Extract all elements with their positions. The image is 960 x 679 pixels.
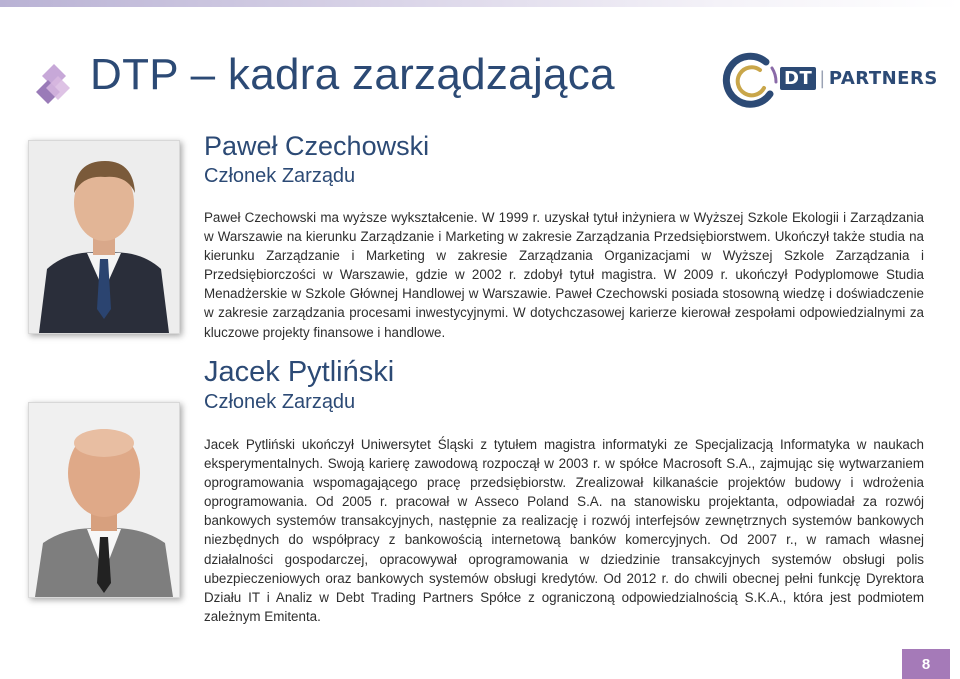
top-gradient-bar bbox=[0, 0, 960, 7]
logo-partners: PARTNERS bbox=[828, 68, 938, 89]
page-number-badge: 8 bbox=[902, 649, 950, 679]
person-bio-2: Jacek Pytliński ukończył Uniwersytet Śląski z tytułem magistra informatyki ze Specjalizacją Informatyka w naukach eksperymentalnych. Swoją karierę zawodową rozpoczął w 2003 r. w spółce Macrosoft S.A., zajmując się wytwarzaniem oprogramowania wspomagającego pracę przedsiębiorstw. Zrealizował kilkanaście projektów budowy i wdrożenia oprogramowania. Od 2005 r. pracował w Asseco Poland S.A. na stanowisku projektanta, odpowiadał za rozwój bankowych systemów transakcyjnych, następnie za realizację i rozwój interfejsów zewnętrznych systemów bankowych niezbędnych do współpracy z bankowością internetową banków komercyjnych. Od 2007 r., w ramach własnej działalności gospodarczej, opracowywał oprogramowania w dziedzinie transakcyjnych systemów obsługi polis ubezpieczeniowych oraz bankowych systemów obsługi kredytów. Od 2012 r. do chwili obecnej pełni funkcję Dyrektora Działu IT i Analiz w Debt Trading Partners Spółce z ograniczoną odpowiedzialnością S.K.A., która jest podmiotem zależnym Emitenta. bbox=[204, 437, 924, 624]
logo-separator: | bbox=[819, 68, 826, 89]
logo-dt: DT bbox=[780, 67, 816, 90]
person-name-2: Jacek Pytliński bbox=[204, 356, 395, 388]
company-logo bbox=[720, 50, 938, 112]
person-name-1: Paweł Czechowski bbox=[204, 131, 430, 161]
person-portrait-icon bbox=[29, 141, 179, 333]
person-role-2: Członek Zarządu bbox=[204, 391, 356, 413]
logo-wordmark bbox=[780, 68, 938, 89]
person-portrait-icon bbox=[29, 403, 179, 597]
person-role-1: Członek Zarządu bbox=[204, 165, 356, 187]
portrait-photo-2 bbox=[28, 402, 180, 598]
page-title: DTP – kadra zarządzająca bbox=[90, 50, 615, 99]
portrait-photo-1 bbox=[28, 140, 180, 334]
logo-swirl-icon bbox=[720, 50, 782, 112]
diamond-bullet-icon bbox=[36, 62, 72, 106]
person-bio-1: Paweł Czechowski ma wyższe wykształcenie. W 1999 r. uzyskał tytuł inżyniera w Wyższej Szkole Ekologii i Zarządzania w Warszawie na kierunku Zarządzanie i Marketing w zakresie Zarządzania Przedsiębiorstwem. Ukończył także studia na kierunku Zarządzanie i Marketing w zakresie Zarządzania Organizacjami w Wyższej Szkole Zarządzania i Przedsiębiorczości w Warszawie, gdzie w 2002 r. zdobył tytuł magistra. W 2009 r. ukończył Podyplomowe Studia Menadżerskie w Szkole Głównej Handlowej w Warszawie. Paweł Czechowski posiada stosowną wiedzę i doświadczenie w zakresie zarządzania procesami inwestycyjnymi. W dotychczasowej karierze kierował zespołami odpowiedzialnymi za kluczowe projekty finansowe i handlowe. bbox=[204, 210, 924, 340]
